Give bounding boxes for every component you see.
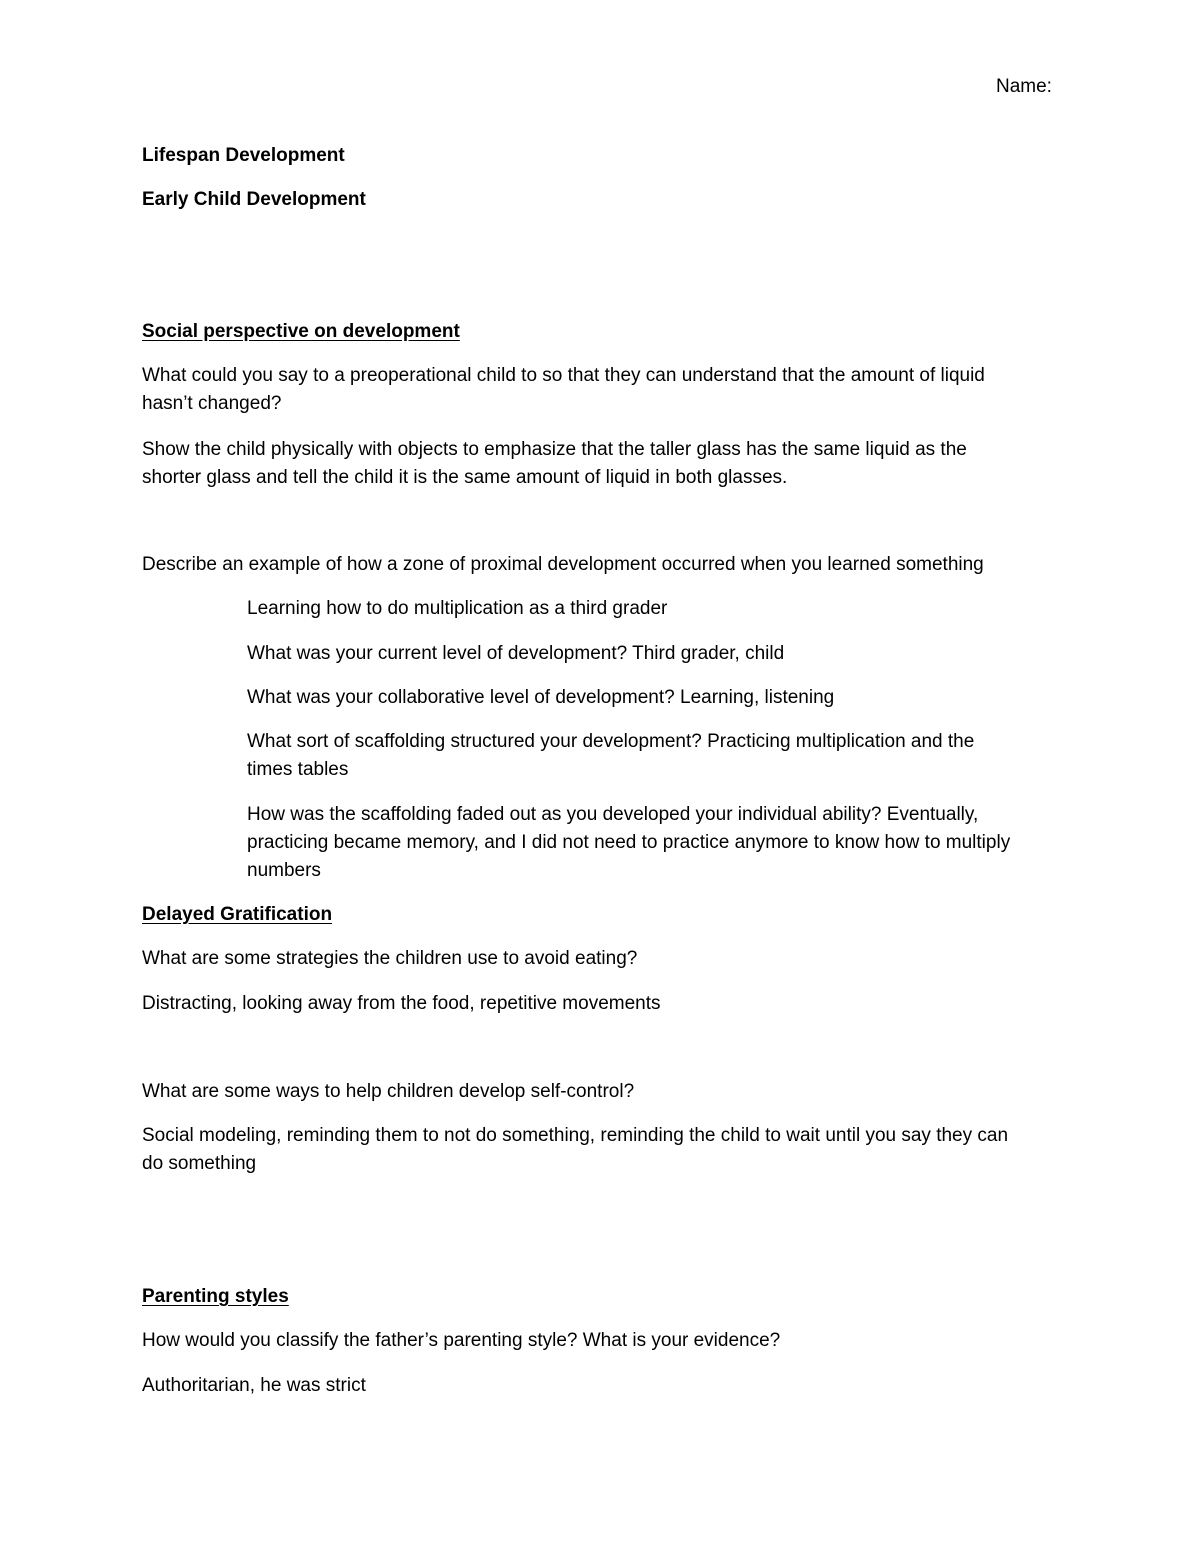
answer-text: Authoritarian, he was strict bbox=[142, 1375, 366, 1396]
question-text: Describe an example of how a zone of proximal development occurred when you learned something bbox=[142, 554, 984, 575]
list-item: Learning how to do multiplication as a third grader bbox=[247, 598, 668, 619]
list-item: What sort of scaffolding structured your development? Practicing multiplication and the bbox=[247, 731, 975, 752]
list-item: What was your current level of development? Third grader, child bbox=[247, 643, 785, 664]
answer-text: do something bbox=[142, 1153, 257, 1174]
delayed-gratification-heading: Delayed Gratification bbox=[142, 904, 333, 925]
social-perspective-heading: Social perspective on development bbox=[142, 321, 460, 342]
answer-text: Social modeling, reminding them to not do something, reminding the child to wait until you say they can bbox=[142, 1125, 1009, 1146]
answer-text: Show the child physically with objects to emphasize that the taller glass has the same liquid as the bbox=[142, 439, 967, 460]
parenting-styles-heading: Parenting styles bbox=[142, 1286, 289, 1307]
question-text: hasn’t changed? bbox=[142, 393, 282, 414]
answer-text: Distracting, looking away from the food, repetitive movements bbox=[142, 993, 661, 1014]
list-item: What was your collaborative level of development? Learning, listening bbox=[247, 687, 835, 708]
unit-title: Early Child Development bbox=[142, 189, 366, 210]
list-item: practicing became memory, and I did not need to practice anymore to know how to multiply bbox=[247, 832, 1011, 853]
name-label: Name: bbox=[996, 76, 1052, 97]
question-text: What are some strategies the children use to avoid eating? bbox=[142, 948, 638, 969]
answer-text: shorter glass and tell the child it is the same amount of liquid in both glasses. bbox=[142, 467, 788, 488]
course-title: Lifespan Development bbox=[142, 145, 345, 166]
list-item: times tables bbox=[247, 759, 349, 780]
list-item: numbers bbox=[247, 860, 321, 881]
question-text: What are some ways to help children develop self-control? bbox=[142, 1081, 635, 1102]
question-text: How would you classify the father’s parenting style? What is your evidence? bbox=[142, 1330, 781, 1351]
question-text: What could you say to a preoperational child to so that they can understand that the amount of liquid bbox=[142, 365, 985, 386]
list-item: How was the scaffolding faded out as you developed your individual ability? Eventually, bbox=[247, 804, 979, 825]
